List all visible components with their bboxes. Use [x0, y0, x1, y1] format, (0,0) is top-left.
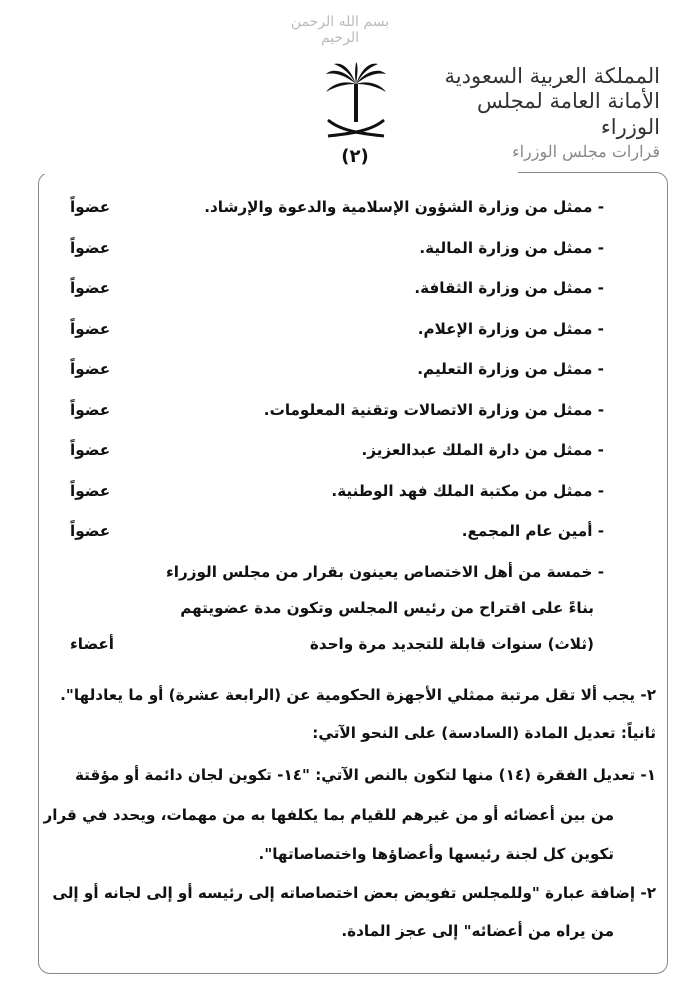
experts-text: - خمسة من أهل الاختصاص يعينون بقرار من مجلس الوزراء — [166, 562, 604, 581]
member-row — [38, 279, 666, 320]
frame-gap — [38, 172, 518, 174]
experts-line-1 — [38, 563, 666, 599]
experts-line-3 — [38, 635, 666, 671]
section-second-heading: ثانياً: تعديل المادة (السادسة) على النحو الآتي: — [312, 724, 656, 742]
member-row — [38, 239, 666, 280]
experts-role: أعضاء — [70, 634, 115, 653]
member-role: عضواً — [70, 198, 111, 216]
experts-text: بناءً على اقتراح من رئيس المجلس وتكون مدة عضويتهم — [180, 598, 594, 617]
member-role: عضواً — [70, 481, 111, 500]
amendment-1-line-3: تكوين كل لجنة رئيسها وأعضاؤها واختصاصاتها". — [258, 845, 614, 863]
members-list — [38, 198, 666, 671]
palm-swords-emblem-icon — [322, 62, 390, 142]
member-role: عضواً — [70, 238, 111, 257]
member-text: - ممثل من وزارة التعليم. — [417, 360, 604, 378]
member-role: عضواً — [70, 522, 111, 540]
member-role: عضواً — [70, 441, 111, 459]
member-row — [38, 198, 666, 239]
letterhead — [440, 64, 660, 162]
member-row — [38, 522, 666, 563]
member-role: عضواً — [70, 400, 111, 419]
basmala-calligraphy: بسم الله الرحمن الرحيم — [290, 14, 390, 46]
decisions-title: قرارات مجلس الوزراء — [512, 142, 660, 161]
amendment-2-line-2: من يراه من أعضائه" إلى عجز المادة. — [341, 922, 614, 940]
member-text: - ممثل من دارة الملك عبدالعزيز. — [361, 441, 604, 459]
clause-2: ٢- يجب ألا تقل مرتبة ممثلي الأجهزة الحكومية عن (الرابعة عشرة) أو ما يعادلها". — [60, 686, 656, 704]
secretariat-title: الأمانة العامة لمجلس الوزراء — [476, 89, 660, 139]
member-role: عضواً — [70, 319, 111, 338]
member-text: - ممثل من وزارة الاتصالات وتقنية المعلومات. — [263, 400, 604, 419]
page-number: (٢) — [341, 146, 369, 167]
member-text: - أمين عام المجمع. — [461, 522, 604, 540]
member-text: - ممثل من مكتبة الملك فهد الوطنية. — [331, 481, 604, 500]
member-row — [38, 401, 666, 442]
member-row — [38, 482, 666, 523]
amendment-1-line-2: من بين أعضائه أو من غيرهم للقيام بما يكلفها به من مهمات، ويحدد في قرار — [43, 806, 614, 824]
member-text: - ممثل من وزارة الشؤون الإسلامية والدعوة والإرشاد. — [204, 198, 604, 216]
experts-line-2 — [38, 599, 666, 635]
amendment-1-line-1: ١- تعديل الفقرة (١٤) منها لتكون بالنص الآتي: "١٤- تكوين لجان دائمة أو مؤقتة — [74, 766, 656, 784]
member-row — [38, 360, 666, 401]
amendment-2-line-1: ٢- إضافة عبارة "وللمجلس تفويض بعض اختصاصاته إلى رئيسه أو إلى لجانه أو إلى — [52, 884, 656, 902]
experts-text: (ثلاث) سنوات قابلة للتجديد مرة واحدة — [309, 634, 594, 653]
member-text: - ممثل من وزارة الإعلام. — [417, 319, 604, 338]
member-role: عضواً — [70, 279, 111, 297]
member-role: عضواً — [70, 360, 111, 378]
member-text: - ممثل من وزارة الثقافة. — [414, 279, 604, 297]
kingdom-title: المملكة العربية السعودية — [444, 64, 660, 88]
member-text: - ممثل من وزارة المالية. — [419, 238, 604, 257]
member-row — [38, 320, 666, 361]
member-row — [38, 441, 666, 482]
